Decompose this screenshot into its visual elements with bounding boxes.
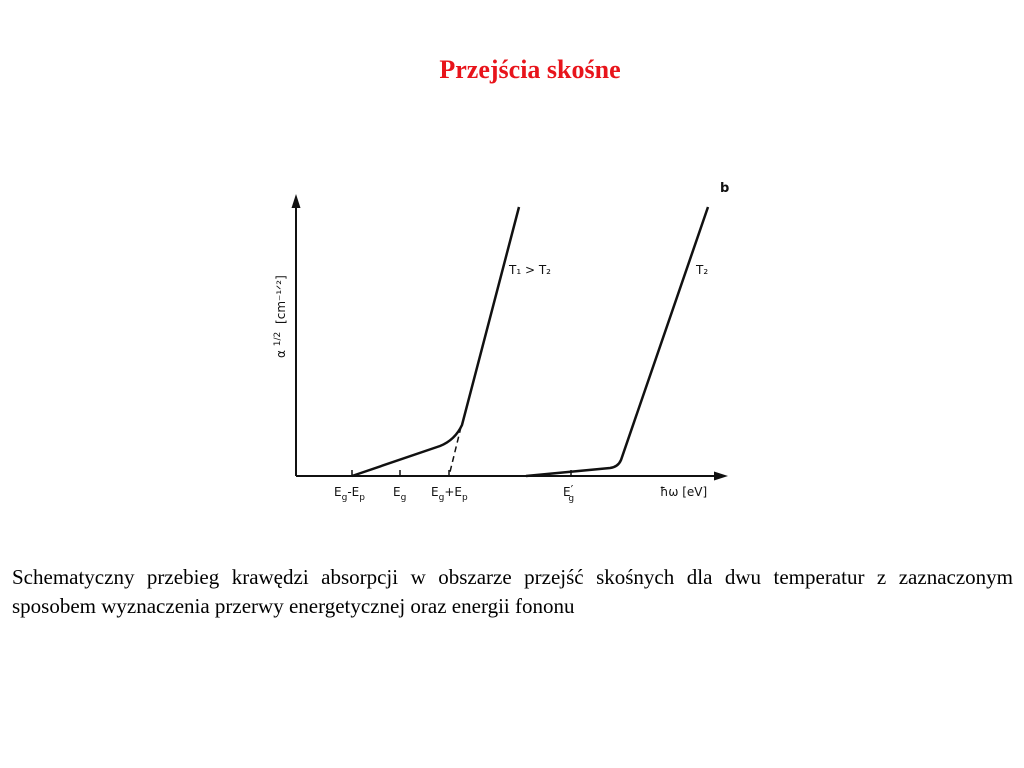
xtick-label-eg-prime: E′ g bbox=[563, 483, 575, 504]
y-axis-label bbox=[269, 275, 288, 358]
xtick-label-eg-minus-ep: $E_g-E_p$ bbox=[334, 485, 365, 503]
x-axis-label: ħω [eV] bbox=[660, 485, 708, 499]
xtick-label-eg-plus-ep: $E_g+E_p$ bbox=[431, 485, 468, 503]
y-axis-arrow bbox=[292, 194, 301, 208]
curve-label-t1: T₁ > T₂ bbox=[509, 263, 551, 277]
slide-title: Przejścia skośne bbox=[439, 55, 621, 84]
panel-label: b bbox=[720, 181, 730, 196]
slide-caption: Schematyczny przebieg krawędzi absorpcji w obszarze przejść skośnych dla dwu temperatur z zaznaczonym sposobem wyznaczenia przerwy energetycznej oraz energii fononu bbox=[12, 565, 1013, 618]
curve-t2 bbox=[526, 207, 708, 476]
x-axis-arrow bbox=[714, 472, 728, 481]
svg-text:α 1/2 [cm⁻¹ᐟ²]: α $^{1/2}$ [cm⁻¹ᐟ²] bbox=[273, 275, 288, 358]
xtick-label-eg: $E_g$ bbox=[393, 485, 407, 503]
curve-label-t2: T₂ bbox=[696, 263, 709, 277]
curve-t1 bbox=[352, 207, 519, 476]
